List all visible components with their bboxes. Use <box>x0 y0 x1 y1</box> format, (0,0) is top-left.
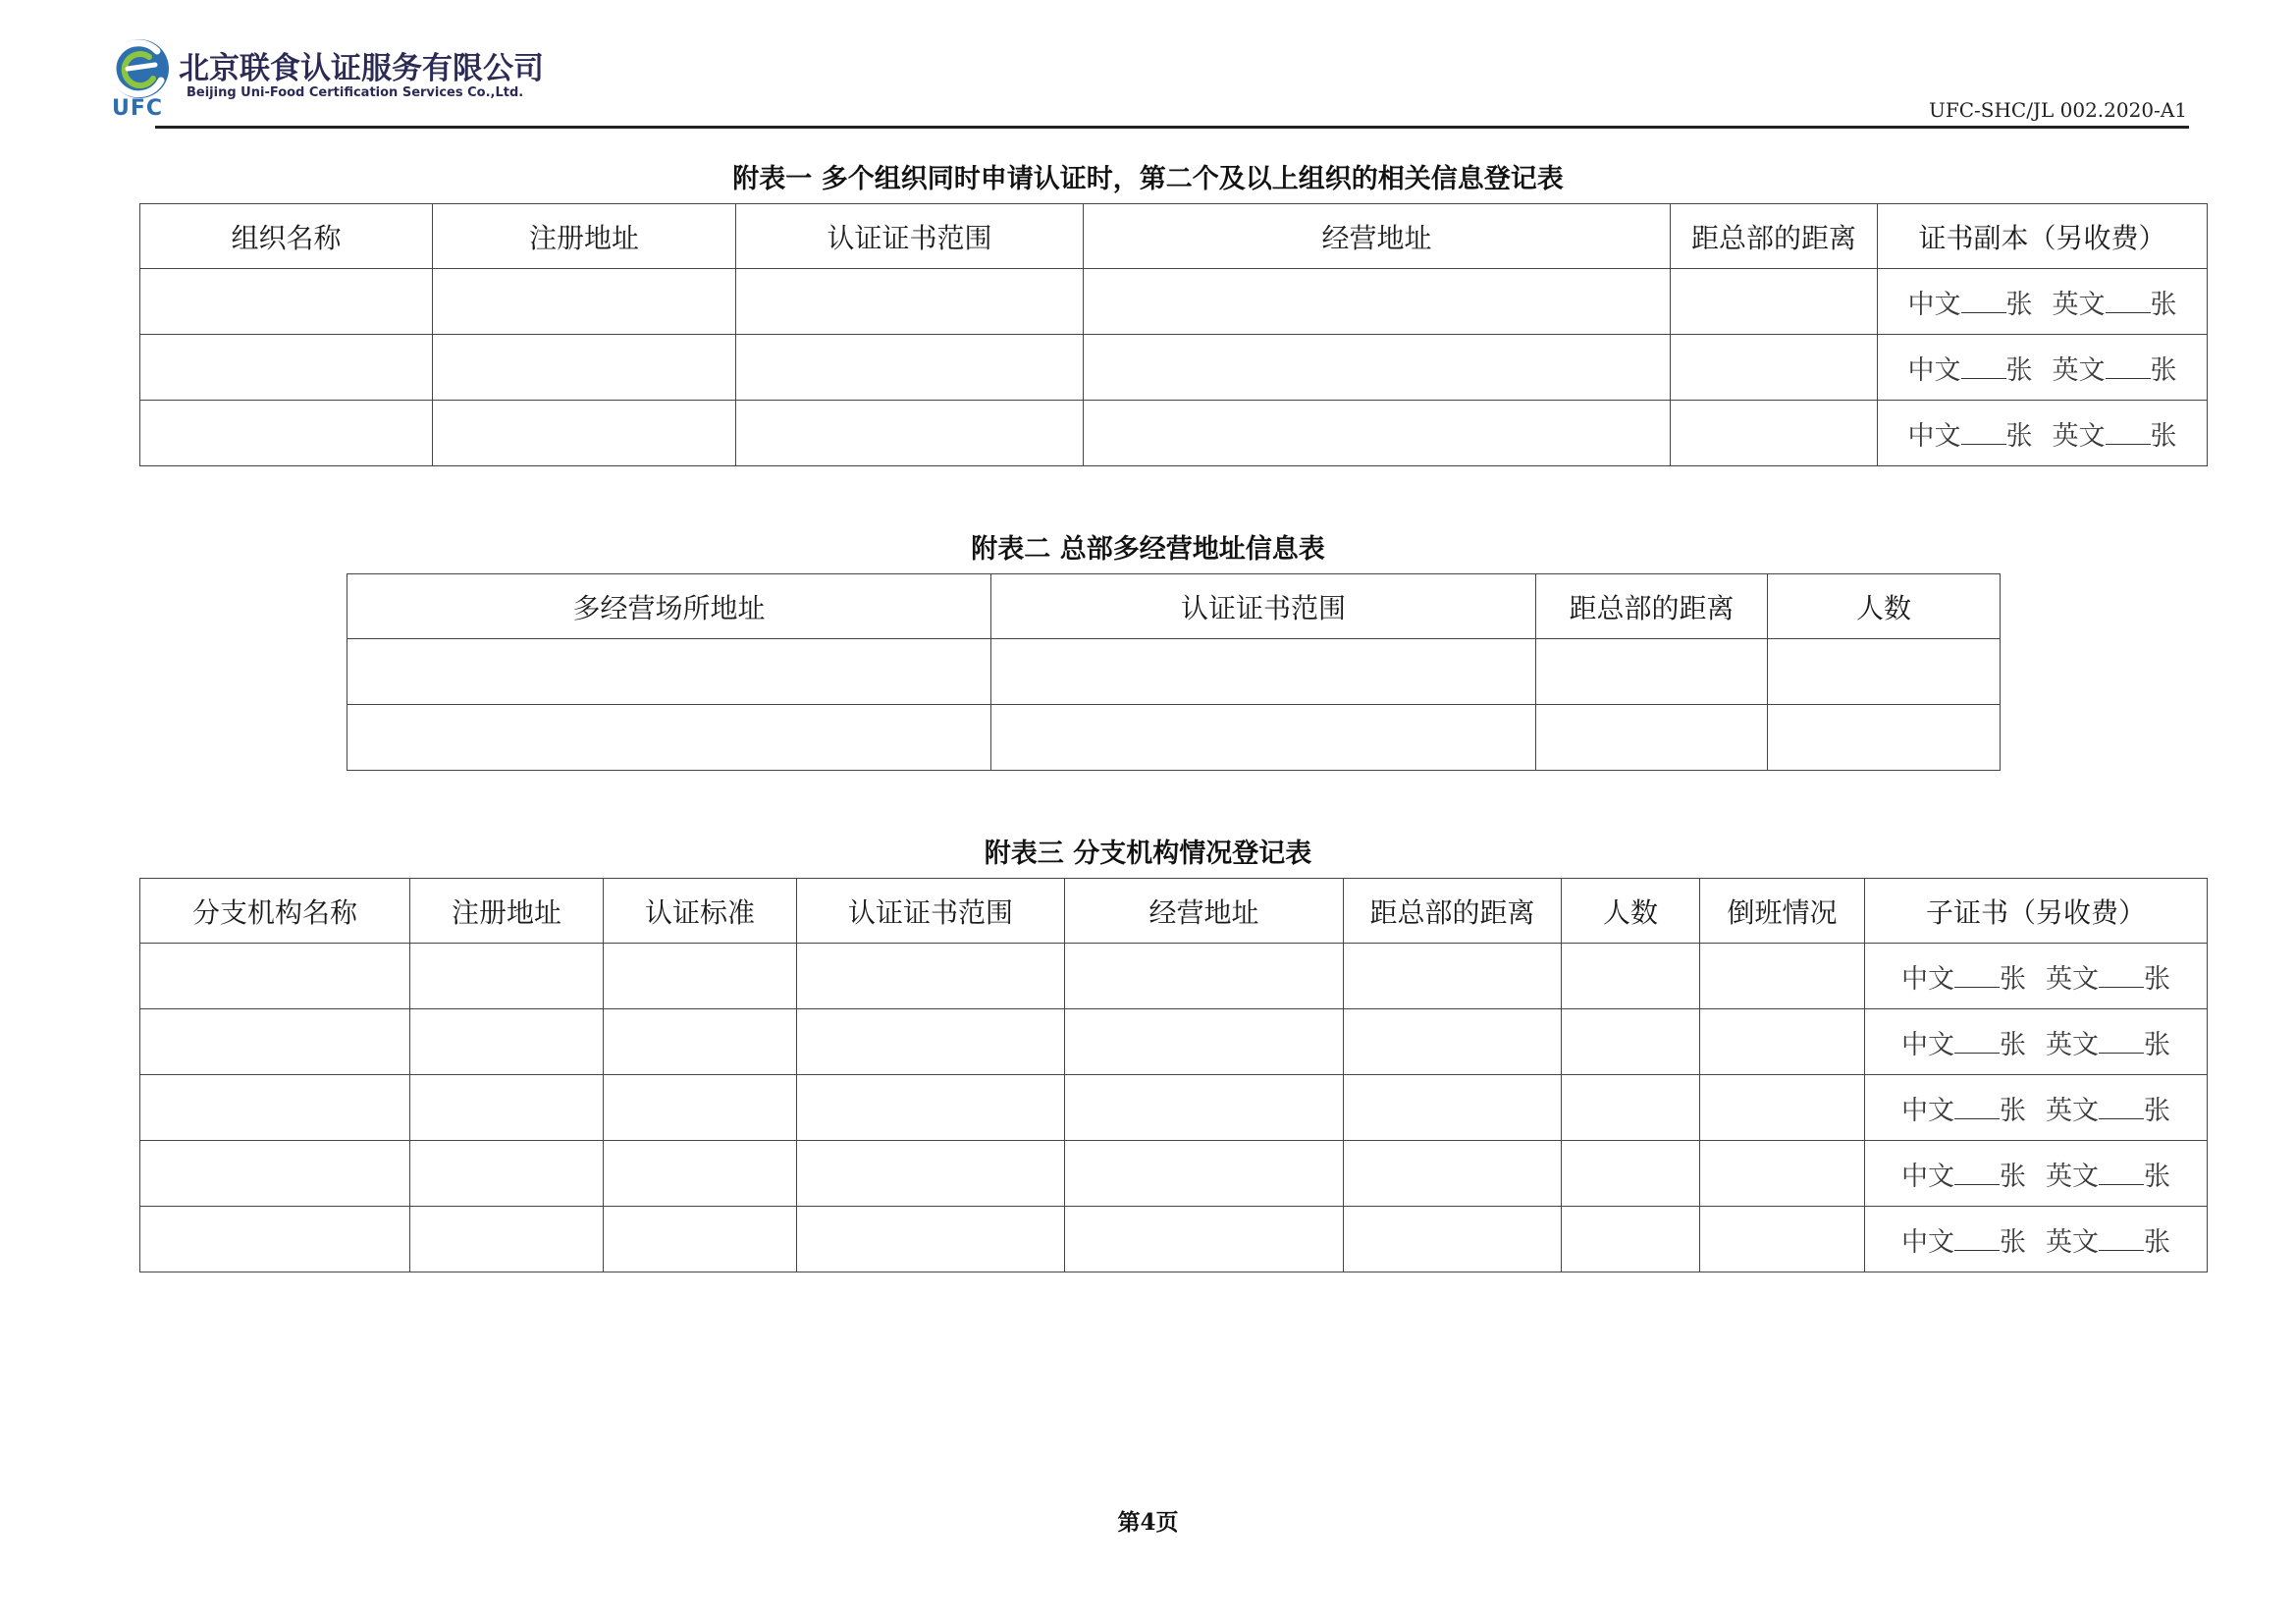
copies-cell[interactable] <box>1878 335 2208 401</box>
column-header: 经营地址 <box>1065 879 1344 944</box>
input-cell[interactable] <box>1562 1141 1700 1207</box>
copies-cn-label: 中文 <box>1901 1029 1954 1060</box>
input-cell[interactable] <box>736 335 1084 401</box>
input-cell[interactable] <box>1536 639 1768 705</box>
copies-blank[interactable] <box>2106 424 2151 445</box>
copies-unit: 张 <box>2000 1226 2026 1258</box>
copies-unit: 张 <box>2000 1161 2026 1192</box>
input-cell[interactable] <box>410 1009 604 1075</box>
column-header: 认证证书范围 <box>736 204 1084 269</box>
copies-unit: 张 <box>2005 289 2033 320</box>
input-cell[interactable] <box>797 1207 1065 1272</box>
column-header: 证书副本（另收费） <box>1878 204 2208 269</box>
column-header: 分支机构名称 <box>140 879 410 944</box>
input-cell[interactable] <box>736 269 1084 335</box>
input-cell[interactable] <box>1344 944 1562 1009</box>
copies-unit: 张 <box>2005 354 2033 386</box>
input-cell[interactable] <box>1700 1141 1865 1207</box>
logo-text: UFC <box>112 96 164 121</box>
copies-unit: 张 <box>2144 1029 2170 1060</box>
input-cell[interactable] <box>736 401 1084 466</box>
copies-blank[interactable] <box>1961 424 2006 445</box>
input-cell[interactable] <box>991 639 1536 705</box>
copies-en-label: 英文 <box>2046 1029 2099 1060</box>
column-header: 组织名称 <box>140 204 433 269</box>
column-header: 认证标准 <box>604 879 797 944</box>
copies-blank[interactable] <box>1954 1099 2000 1119</box>
copies-cell[interactable] <box>1865 1141 2208 1207</box>
copies-cn-label: 中文 <box>1901 1095 1954 1126</box>
copies-en-label: 英文 <box>2046 963 2099 995</box>
input-cell[interactable] <box>347 705 991 771</box>
input-cell[interactable] <box>140 401 433 466</box>
input-cell[interactable] <box>140 335 433 401</box>
column-header: 倒班情况 <box>1700 879 1865 944</box>
input-cell[interactable] <box>604 1141 797 1207</box>
input-cell[interactable] <box>1344 1207 1562 1272</box>
column-header: 距总部的距离 <box>1671 204 1878 269</box>
column-header: 注册地址 <box>410 879 604 944</box>
copies-cell[interactable] <box>1865 1009 2208 1075</box>
input-cell[interactable] <box>1084 401 1671 466</box>
copies-en-label: 英文 <box>2052 289 2106 320</box>
copies-cell[interactable] <box>1865 944 2208 1009</box>
table-row <box>140 401 2208 466</box>
input-cell[interactable] <box>1065 1141 1344 1207</box>
column-header: 多经营场所地址 <box>347 574 991 639</box>
input-cell[interactable] <box>1344 1075 1562 1141</box>
document-code: UFC-SHC/JL 002.2020-A1 <box>1929 98 2187 122</box>
copies-cn-label: 中文 <box>1901 963 1954 995</box>
input-cell[interactable] <box>1344 1009 1562 1075</box>
input-cell[interactable] <box>604 1075 797 1141</box>
copies-unit: 张 <box>2005 420 2033 452</box>
copies-unit: 张 <box>2144 963 2170 995</box>
input-cell[interactable] <box>797 1075 1065 1141</box>
copies-unit: 张 <box>2000 963 2026 995</box>
copies-cn-label: 中文 <box>1907 354 1961 386</box>
input-cell[interactable] <box>1671 269 1878 335</box>
input-cell[interactable] <box>797 1009 1065 1075</box>
table-row <box>140 1075 2208 1141</box>
copies-blank[interactable] <box>2099 1230 2144 1251</box>
copies-blank[interactable] <box>1954 1033 2000 1054</box>
table-row <box>140 269 2208 335</box>
column-header: 子证书（另收费） <box>1865 879 2208 944</box>
annex2-table <box>347 573 2001 771</box>
copies-cell[interactable] <box>1878 269 2208 335</box>
input-cell[interactable] <box>604 1207 797 1272</box>
input-cell[interactable] <box>604 944 797 1009</box>
copies-en-label: 英文 <box>2046 1095 2099 1126</box>
input-cell[interactable] <box>410 1207 604 1272</box>
copies-unit: 张 <box>2150 420 2177 452</box>
copies-cn-label: 中文 <box>1907 420 1961 452</box>
input-cell[interactable] <box>1065 944 1344 1009</box>
copies-blank[interactable] <box>2099 1099 2144 1119</box>
input-cell[interactable] <box>410 944 604 1009</box>
input-cell[interactable] <box>140 1009 410 1075</box>
column-header: 认证证书范围 <box>797 879 1065 944</box>
copies-en-label: 英文 <box>2052 420 2106 452</box>
input-cell[interactable] <box>604 1009 797 1075</box>
column-header: 经营地址 <box>1084 204 1671 269</box>
copies-unit: 张 <box>2000 1095 2026 1126</box>
input-cell[interactable] <box>1700 1075 1865 1141</box>
copies-unit: 张 <box>2150 289 2177 320</box>
page-header <box>106 35 2189 130</box>
copies-en-label: 英文 <box>2046 1161 2099 1192</box>
input-cell[interactable] <box>1084 335 1671 401</box>
column-header: 认证证书范围 <box>991 574 1536 639</box>
annex2-title: 附表二 总部多经营地址信息表 <box>971 534 1325 565</box>
copies-cn-label: 中文 <box>1901 1226 1954 1258</box>
input-cell[interactable] <box>1768 705 2001 771</box>
table-header-row <box>347 574 2001 639</box>
table-row <box>347 639 2001 705</box>
input-cell[interactable] <box>140 269 433 335</box>
input-cell[interactable] <box>140 944 410 1009</box>
table-row <box>140 1141 2208 1207</box>
table-row <box>140 1009 2208 1075</box>
copies-blank[interactable] <box>2106 293 2151 313</box>
company-name-en: Beijing Uni-Food Certification Services Co.,Ltd. <box>187 85 524 100</box>
input-cell[interactable] <box>1562 1207 1700 1272</box>
copies-blank[interactable] <box>2099 1033 2144 1054</box>
copies-unit: 张 <box>2000 1029 2026 1060</box>
input-cell[interactable] <box>433 269 736 335</box>
column-header: 注册地址 <box>433 204 736 269</box>
copies-en-label: 英文 <box>2046 1226 2099 1258</box>
column-header: 距总部的距离 <box>1344 879 1562 944</box>
input-cell[interactable] <box>1536 705 1768 771</box>
copies-cell[interactable] <box>1865 1207 2208 1272</box>
annex3-title: 附表三 分支机构情况登记表 <box>984 839 1312 869</box>
input-cell[interactable] <box>1562 944 1700 1009</box>
input-cell[interactable] <box>991 705 1536 771</box>
input-cell[interactable] <box>410 1075 604 1141</box>
table-row <box>347 705 2001 771</box>
company-name-cn: 北京联食认证服务有限公司 <box>179 51 544 86</box>
copies-blank[interactable] <box>2106 358 2151 379</box>
copies-blank[interactable] <box>1961 293 2006 313</box>
copies-cn-label: 中文 <box>1907 289 1961 320</box>
input-cell[interactable] <box>1562 1075 1700 1141</box>
input-cell[interactable] <box>347 639 991 705</box>
input-cell[interactable] <box>1671 335 1878 401</box>
input-cell[interactable] <box>797 944 1065 1009</box>
copies-blank[interactable] <box>1961 358 2006 379</box>
copies-unit: 张 <box>2144 1095 2170 1126</box>
input-cell[interactable] <box>433 401 736 466</box>
copies-cn-label: 中文 <box>1901 1161 1954 1192</box>
copies-unit: 张 <box>2144 1161 2170 1192</box>
annex1-table <box>139 203 2208 466</box>
table-header-row <box>140 204 2208 269</box>
copies-cell[interactable] <box>1865 1075 2208 1141</box>
copies-en-label: 英文 <box>2052 354 2106 386</box>
input-cell[interactable] <box>410 1141 604 1207</box>
copies-blank[interactable] <box>1954 967 2000 988</box>
input-cell[interactable] <box>1700 1009 1865 1075</box>
table-row <box>140 335 2208 401</box>
input-cell[interactable] <box>140 1075 410 1141</box>
copies-unit: 张 <box>2144 1226 2170 1258</box>
input-cell[interactable] <box>797 1141 1065 1207</box>
input-cell[interactable] <box>140 1141 410 1207</box>
copies-blank[interactable] <box>1954 1164 2000 1185</box>
input-cell[interactable] <box>1065 1207 1344 1272</box>
input-cell[interactable] <box>1700 1207 1865 1272</box>
column-header: 人数 <box>1562 879 1700 944</box>
table-header-row <box>140 879 2208 944</box>
copies-unit: 张 <box>2150 354 2177 386</box>
input-cell[interactable] <box>1671 401 1878 466</box>
input-cell[interactable] <box>1700 944 1865 1009</box>
ufc-logo-icon <box>106 35 173 102</box>
copies-blank[interactable] <box>1954 1230 2000 1251</box>
input-cell[interactable] <box>1065 1009 1344 1075</box>
input-cell[interactable] <box>1084 269 1671 335</box>
header-divider <box>155 126 2189 129</box>
annex1-title: 附表一 多个组织同时申请认证时，第二个及以上组织的相关信息登记表 <box>732 164 1564 194</box>
input-cell[interactable] <box>1065 1075 1344 1141</box>
input-cell[interactable] <box>140 1207 410 1272</box>
table-row <box>140 1207 2208 1272</box>
column-header: 距总部的距离 <box>1536 574 1768 639</box>
copies-cell[interactable] <box>1878 401 2208 466</box>
input-cell[interactable] <box>1344 1141 1562 1207</box>
copies-blank[interactable] <box>2099 1164 2144 1185</box>
column-header: 人数 <box>1768 574 2001 639</box>
annex3-table <box>139 878 2208 1272</box>
input-cell[interactable] <box>1562 1009 1700 1075</box>
copies-blank[interactable] <box>2099 967 2144 988</box>
input-cell[interactable] <box>433 335 736 401</box>
page-number: 第4页 <box>1117 1509 1179 1536</box>
table-row <box>140 944 2208 1009</box>
input-cell[interactable] <box>1768 639 2001 705</box>
